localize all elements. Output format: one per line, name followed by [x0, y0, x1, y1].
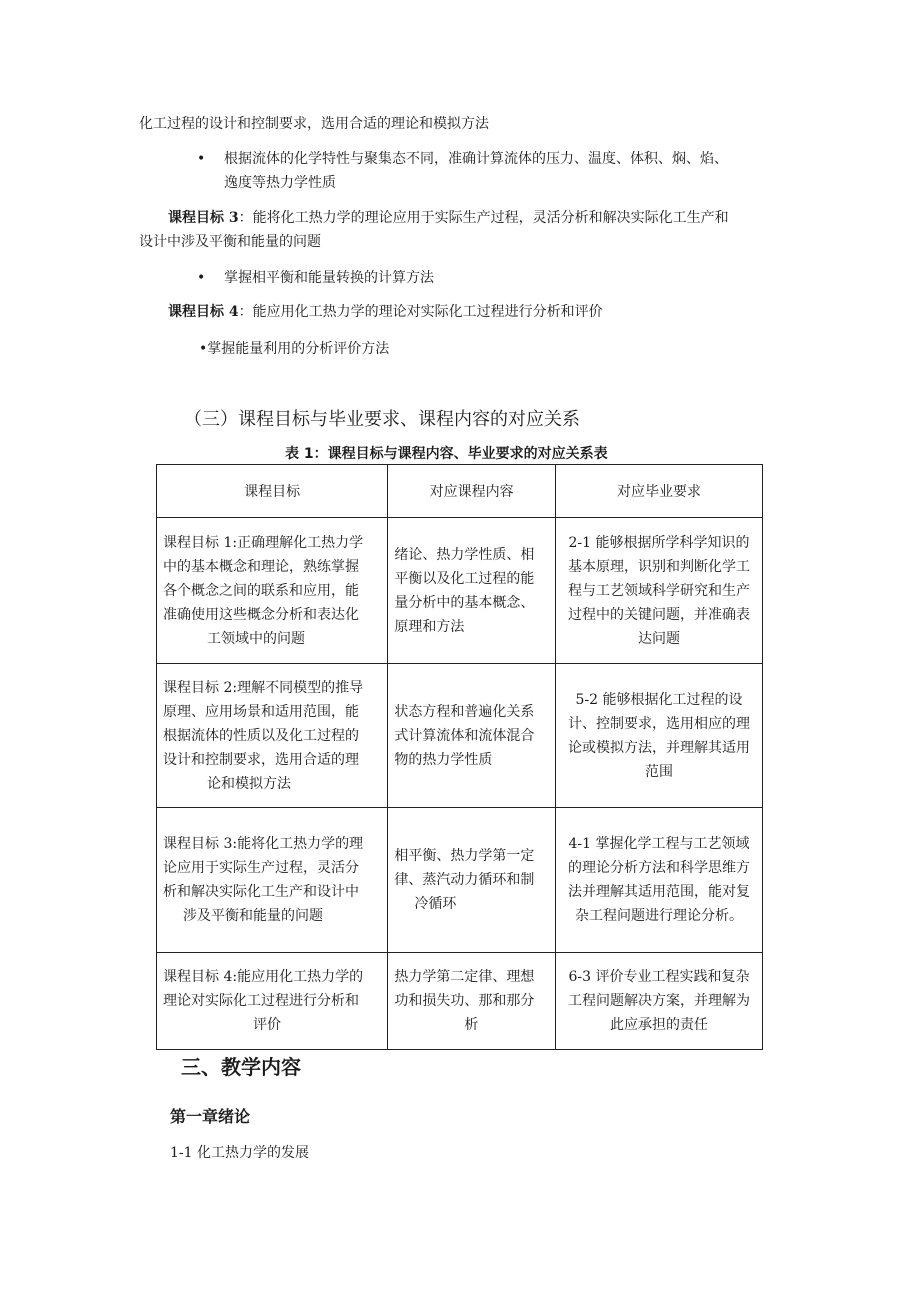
paragraph-line: 设计中涉及平衡和能量的问题 — [139, 234, 321, 250]
table-row — [157, 518, 763, 664]
requirement-cell: 4-1 掌握化学工程与工艺领域 的理论分析方法和科学思维方 法并理解其适用范围，能对复 杂工程问题进行理论分析。 — [555, 808, 762, 953]
chapter-section-heading: 三、教学内容 — [181, 1055, 301, 1079]
goal-cell: 课程目标 4:能应用化工热力学的 理论对实际化工过程进行分析和 评价 — [157, 953, 388, 1050]
bullet-dot: • — [197, 151, 206, 167]
bullet-dot: • — [197, 270, 206, 286]
chapter-title: 第一章绪论 — [170, 1107, 251, 1126]
table-header-row — [157, 465, 763, 518]
bullet-continuation: 逸度等热力学性质 — [224, 175, 336, 191]
mapping-table — [156, 464, 763, 1050]
content-cell: 状态方程和普遍化关系 式计算流体和流体混合 物的热力学性质 — [388, 664, 556, 808]
goal-cell: 课程目标 3:能将化工热力学的理 论应用于实际生产过程，灵活分 析和解决实际化工生产和设计中 涉及平衡和能量的问题 — [157, 808, 388, 953]
content-cell: 绪论、热力学性质、相 平衡以及化工过程的能 量分析中的基本概念、 原理和方法 — [388, 518, 556, 664]
bullet-item: •掌握能量利用的分析评价方法 — [199, 341, 390, 357]
goal-text: ：能应用化工热力学的理论对实际化工过程进行分析和评价 — [238, 304, 603, 320]
goal-text: ：能将化工热力学的理论应用于实际生产过程，灵活分析和解决实际化工生产和 — [238, 210, 729, 226]
section-heading: （三）课程目标与毕业要求、课程内容的对应关系 — [184, 409, 580, 430]
header-course-content: 对应课程内容 — [388, 465, 556, 518]
table-caption: 表 1：课程目标与课程内容、毕业要求的对应关系表 — [285, 446, 608, 462]
requirement-cell: 6-3 评价专业工程实践和复杂 工程问题解决方案，并理解为 此应承担的责任 — [555, 953, 762, 1050]
bullet-text: 掌握相平衡和能量转换的计算方法 — [224, 270, 434, 286]
table-row — [157, 953, 763, 1050]
table-row — [157, 808, 763, 953]
bullet-text: 根据流体的化学特性与聚集态不同，准确计算流体的压力、温度、体积、焖、焰、 — [224, 151, 728, 167]
course-goal-4 — [168, 300, 603, 324]
content-cell: 相平衡、热力学第一定 律、蒸汽动力循环和制 冷循环 — [388, 808, 556, 953]
goal-label: 课程目标 3 — [168, 210, 239, 226]
requirement-cell: 5-2 能够根据化工过程的设 计、控制要求，选用相应的理 论或模拟方法，并理解其适用 范围 — [555, 664, 762, 808]
goal-label: 课程目标 4 — [168, 304, 239, 320]
header-course-goal: 课程目标 — [157, 465, 388, 518]
bullet-item — [197, 147, 728, 171]
content-cell: 热力学第二定律、理想 功和损失功、那和那分 析 — [388, 953, 556, 1050]
requirement-cell: 2-1 能够根据所学科学知识的 基本原理，识别和判断化学工 程与工艺领域科学研究和生产 过程中的关键问题，并准确表 达问题 — [555, 518, 762, 664]
chapter-item: 1-1 化工热力学的发展 — [170, 1145, 309, 1161]
table-row — [157, 664, 763, 808]
header-graduation-requirement: 对应毕业要求 — [555, 465, 762, 518]
goal-cell: 课程目标 2:理解不同模型的推导 原理、应用场景和适用范围，能 根据流体的性质以及化工过程的 设计和控制要求，选用合适的理 论和模拟方法 — [157, 664, 388, 808]
goal-cell: 课程目标 1:正确理解化工热力学 中的基本概念和理论，熟练掌握 各个概念之间的联系和应用，能 准确使用这些概念分析和表达化 工领域中的问题 — [157, 518, 388, 664]
paragraph-line: 化工过程的设计和控制要求，选用合适的理论和模拟方法 — [139, 116, 489, 132]
bullet-item — [197, 266, 434, 290]
course-goal-3 — [168, 206, 729, 230]
